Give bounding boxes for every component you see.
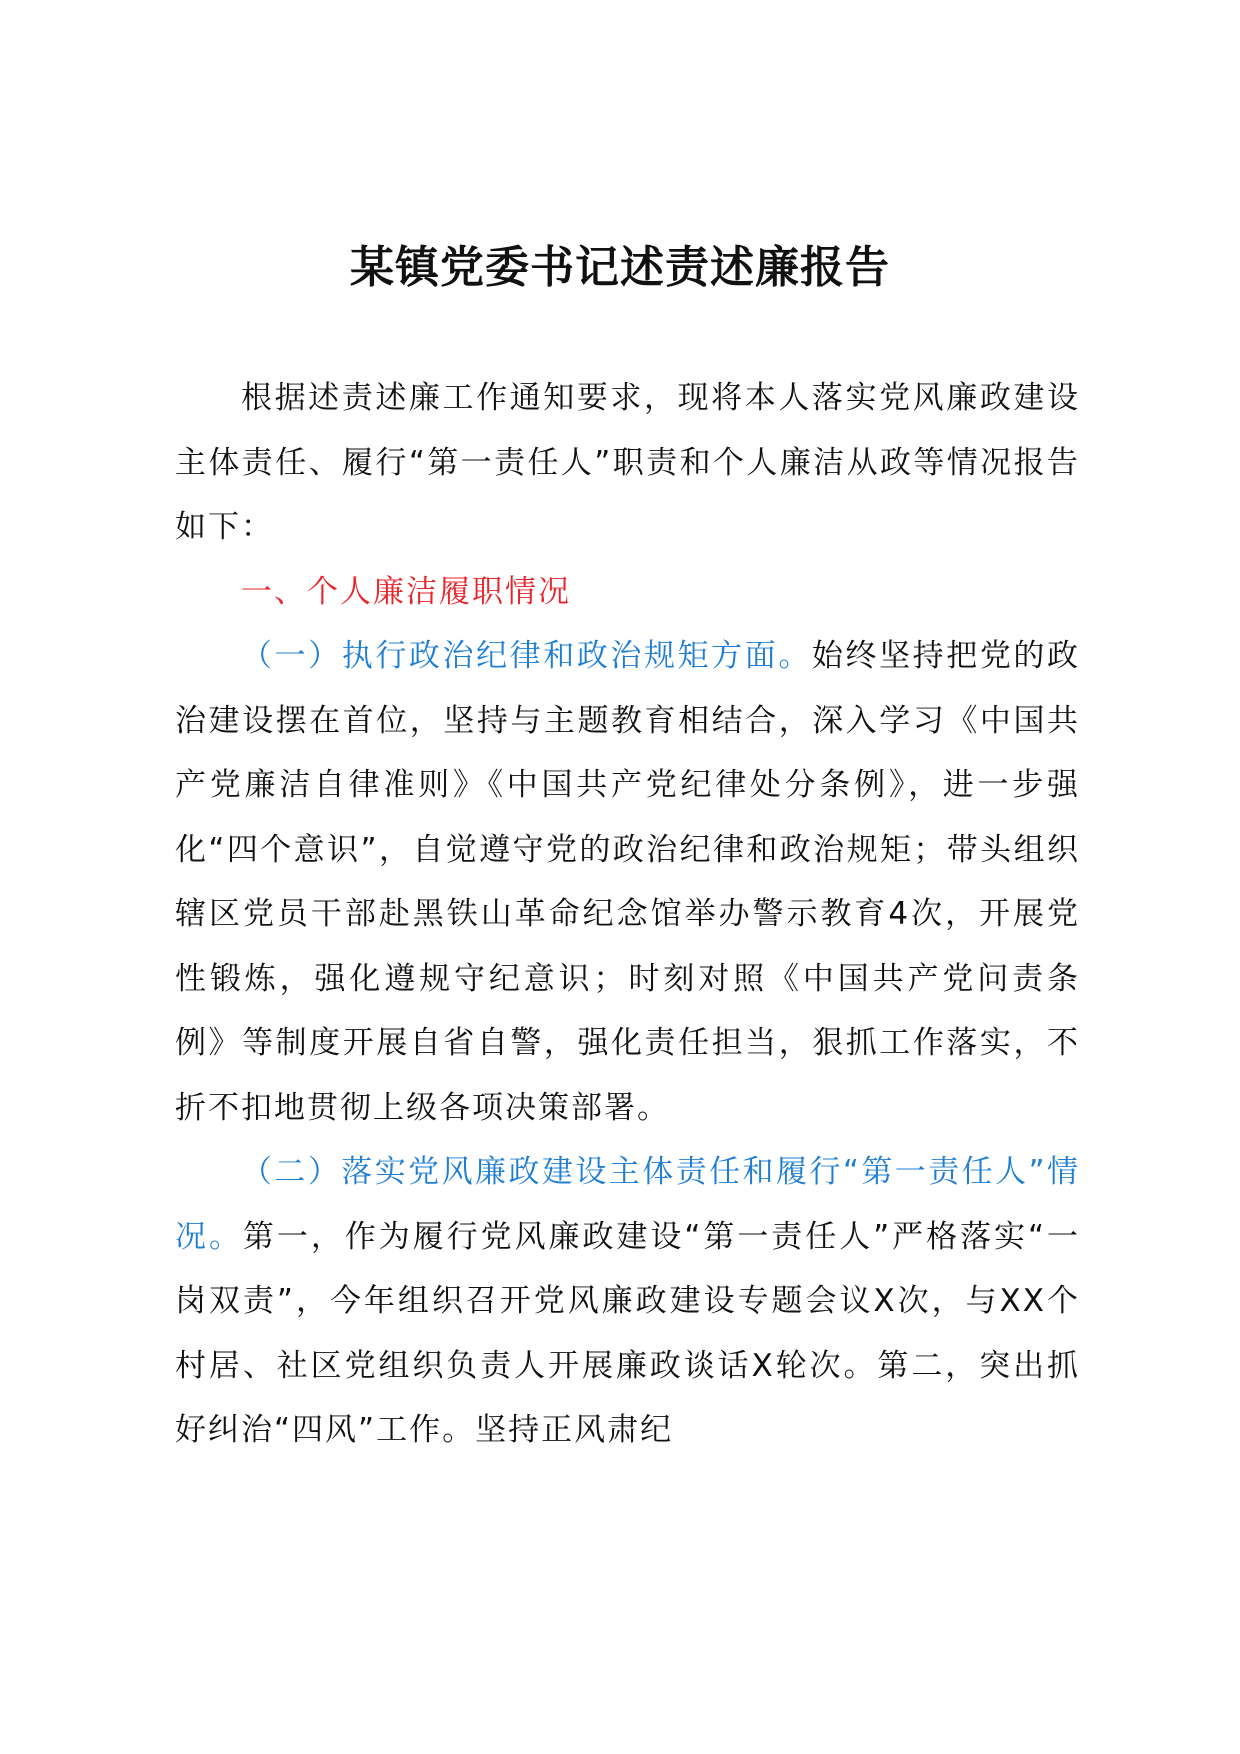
document-body [175,366,1080,1463]
subsection-1-paragraph [175,624,1080,1140]
section-heading-1: 一、个人廉洁履职情况 [241,573,571,610]
subsection-2-text: 第一，作为履行党风廉政建设“第一责任人”严格落实“一岗双责”，今年组织召开党风廉政建设专题会议X次，与XX个村居、社区党组织负责人开展廉政谈话X轮次。第二，突出抓好纠治“四风”工作。坚持正风肃纪 [175,1218,1081,1448]
subsection-1-text: 始终坚持把党的政治建设摆在首位，坚持与主题教育相结合，深入学习《中国共产党廉洁自律准则》《中国共产党纪律处分条例》，进一步强化“四个意识”，自觉遵守党的政治纪律和政治规矩；带头组织辖区党员干部赴黑铁山革命纪念馆举办警示教育4次，开展党性锻炼，强化遵规守纪意识；时刻对照《中国共产党问责条例》等制度开展自省自警，强化责任担当，狠抓工作落实，不折不扣地贯彻上级各项决策部署。 [175,638,1081,1126]
subsection-1-heading: （一）执行政治纪律和政治规矩方面。 [241,638,812,674]
document-title: 某镇党委书记述责述廉报告 [350,242,890,293]
intro-paragraph: 根据述责述廉工作通知要求，现将本人落实党风廉政建设主体责任、履行“第一责任人”职责和个人廉洁从政等情况报告如下： [175,380,1080,545]
subsection-2-heading: （二）落实党风廉政建设主体责任和履行“第一责任人”情况。 [175,1154,1080,1255]
subsection-2-paragraph [175,1140,1080,1463]
